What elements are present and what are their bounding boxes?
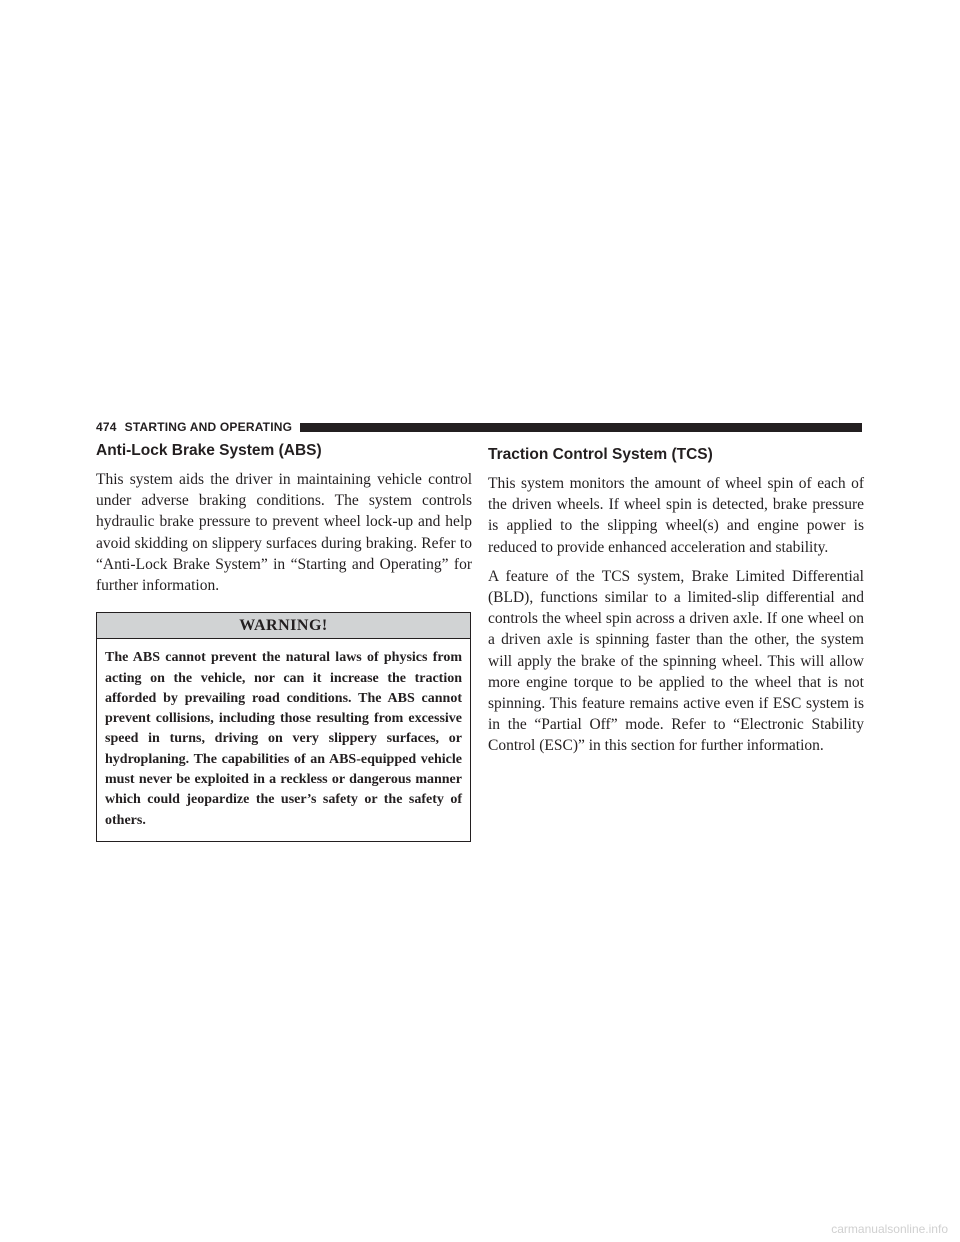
page-header (96, 418, 862, 436)
tcs-heading: Traction Control System (TCS) (488, 446, 713, 463)
watermark: carmanualsonline.info (831, 1222, 948, 1236)
abs-heading: Anti-Lock Brake System (ABS) (96, 442, 322, 459)
page-number: 474 (96, 420, 117, 434)
warning-box (96, 612, 471, 842)
tcs-paragraph-2: A feature of the TCS system, Brake Limited Differential (BLD), functions similar to a limited-slip differential and controls the wheel spin across a driven axle. If one wheel on a driven axle is spinning faster than the other, the system will apply the brake of the spinning wheel. This will allow more engine torque to be applied to the wheel that is not spinning. This feature remains active even if ESC system is in the “Partial Off” mode. Refer to “Electronic Stability Control (ESC)” in this section for further information. (488, 567, 864, 755)
warning-title: WARNING! (97, 613, 470, 639)
header-rule (300, 423, 862, 432)
left-column (96, 442, 472, 842)
tcs-paragraph-1: This system monitors the amount of wheel spin of each of the driven wheels. If wheel spin is detected, brake pressure is applied to the slipping wheel(s) and engine power is reduced to provide enhanced acceleration and stability. (488, 475, 864, 556)
warning-text: The ABS cannot prevent the natural laws of physics from acting on the vehicle, nor can it increase the traction afforded by prevailing road conditions. The ABS cannot prevent collisions, including those resulting from excessive speed in turns, driving on very slippery surfaces, or hydroplaning. The capabilities of an ABS-equipped vehicle must never be exploited in a reckless or dangerous manner which could jeopardize the user’s safety or the safety of others. (105, 650, 462, 828)
section-title: STARTING AND OPERATING (124, 420, 293, 434)
abs-paragraph: This system aids the driver in maintaining vehicle control under adverse braking conditions. The system controls hydraulic brake pressure to prevent wheel lock-up and help avoid skidding on slippery surfaces during braking. Refer to “Anti-Lock Brake System” in “Starting and Operating” for further information. (96, 471, 472, 595)
right-column (488, 442, 864, 765)
